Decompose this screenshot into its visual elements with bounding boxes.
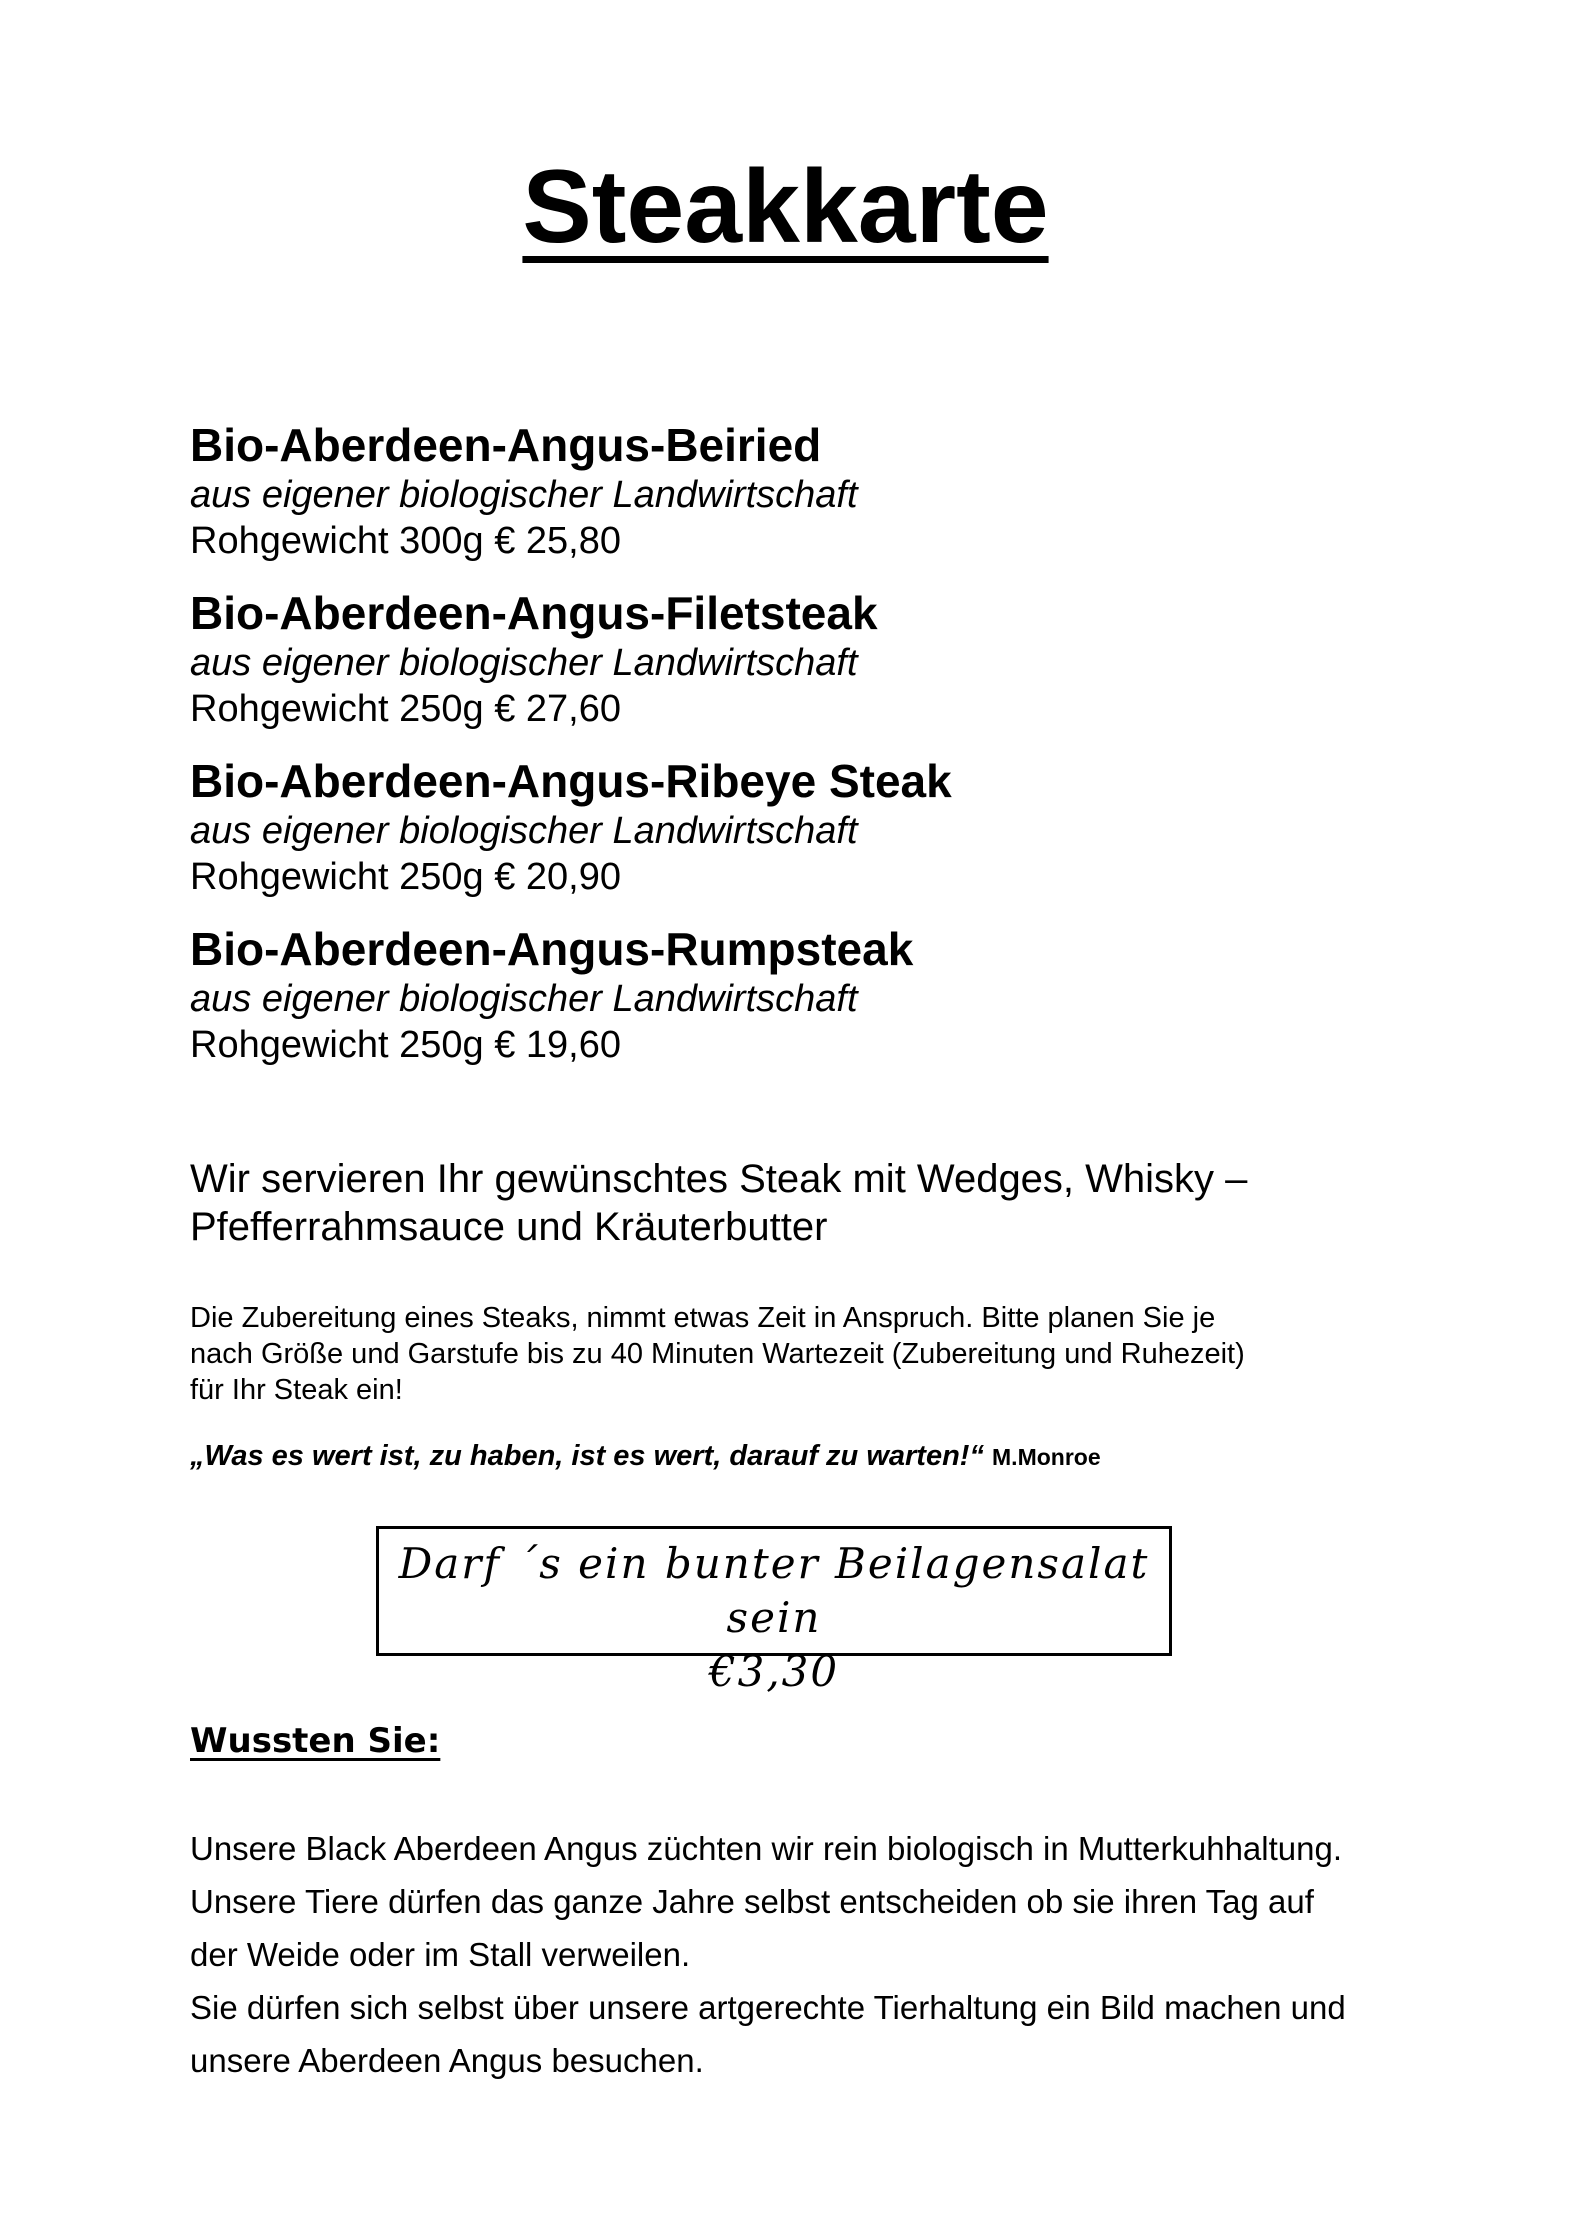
quote-text: „Was es wert ist, zu haben, ist es wert, darauf zu warten!“ [190, 1440, 984, 1472]
quote-author: M.Monroe [992, 1444, 1101, 1470]
menu-item-name: Bio-Aberdeen-Angus-Rumpsteak [190, 923, 914, 975]
menu-item-price: Rohgewicht 250g € 20,90 [190, 856, 621, 898]
quote [190, 1438, 1440, 1475]
side-salad-offer: Darf ´s ein bunter Beilagensalat sein [398, 1539, 1150, 1642]
info-line: der Weide oder im Stall verweilen. [190, 1936, 691, 1973]
info-line: unsere Aberdeen Angus besuchen. [190, 2042, 704, 2079]
preparation-note [190, 1300, 1440, 1408]
info-paragraph [190, 1822, 1440, 2087]
menu-item [190, 586, 1440, 732]
menu-item-origin: aus eigener biologischer Landwirtschaft [190, 978, 858, 1020]
serving-description [190, 1155, 1440, 1251]
preparation-line-2: nach Größe und Garstufe bis zu 40 Minuten Wartezeit (Zubereitung und Ruhezeit) [190, 1338, 1245, 1370]
serving-line-2: Pfefferrahmsauce und Kräuterbutter [190, 1205, 828, 1249]
menu-item-price: Rohgewicht 300g € 25,80 [190, 520, 621, 562]
info-line: Unsere Black Aberdeen Angus züchten wir rein biologisch in Mutterkuhhaltung. [190, 1830, 1343, 1867]
preparation-line-3: für Ihr Steak ein! [190, 1374, 403, 1406]
side-salad-price: €3,30 [708, 1647, 840, 1696]
side-salad-box [376, 1526, 1172, 1696]
menu-item-price: Rohgewicht 250g € 27,60 [190, 688, 621, 730]
steak-menu-list [190, 418, 1440, 1090]
menu-item-name: Bio-Aberdeen-Angus-Beiried [190, 419, 822, 471]
info-line: Unsere Tiere dürfen das ganze Jahre selbst entscheiden ob sie ihren Tag auf [190, 1883, 1314, 1920]
serving-line-1: Wir servieren Ihr gewünschtes Steak mit Wedges, Whisky – [190, 1157, 1248, 1201]
menu-item [190, 754, 1440, 900]
menu-item [190, 922, 1440, 1068]
info-heading: Wussten Sie: [190, 1721, 441, 1761]
menu-item-origin: aus eigener biologischer Landwirtschaft [190, 642, 858, 684]
page-title: Steakkarte [522, 149, 1049, 265]
preparation-line-1: Die Zubereitung eines Steaks, nimmt etwas Zeit in Anspruch. Bitte planen Sie je [190, 1302, 1216, 1334]
info-line: Sie dürfen sich selbst über unsere artgerechte Tierhaltung ein Bild machen und [190, 1989, 1346, 2026]
menu-item-origin: aus eigener biologischer Landwirtschaft [190, 810, 858, 852]
menu-item-name: Bio-Aberdeen-Angus-Filetsteak [190, 587, 878, 639]
menu-item-price: Rohgewicht 250g € 19,60 [190, 1024, 621, 1066]
menu-item [190, 418, 1440, 564]
menu-item-name: Bio-Aberdeen-Angus-Ribeye Steak [190, 755, 952, 807]
menu-item-origin: aus eigener biologischer Landwirtschaft [190, 474, 858, 516]
